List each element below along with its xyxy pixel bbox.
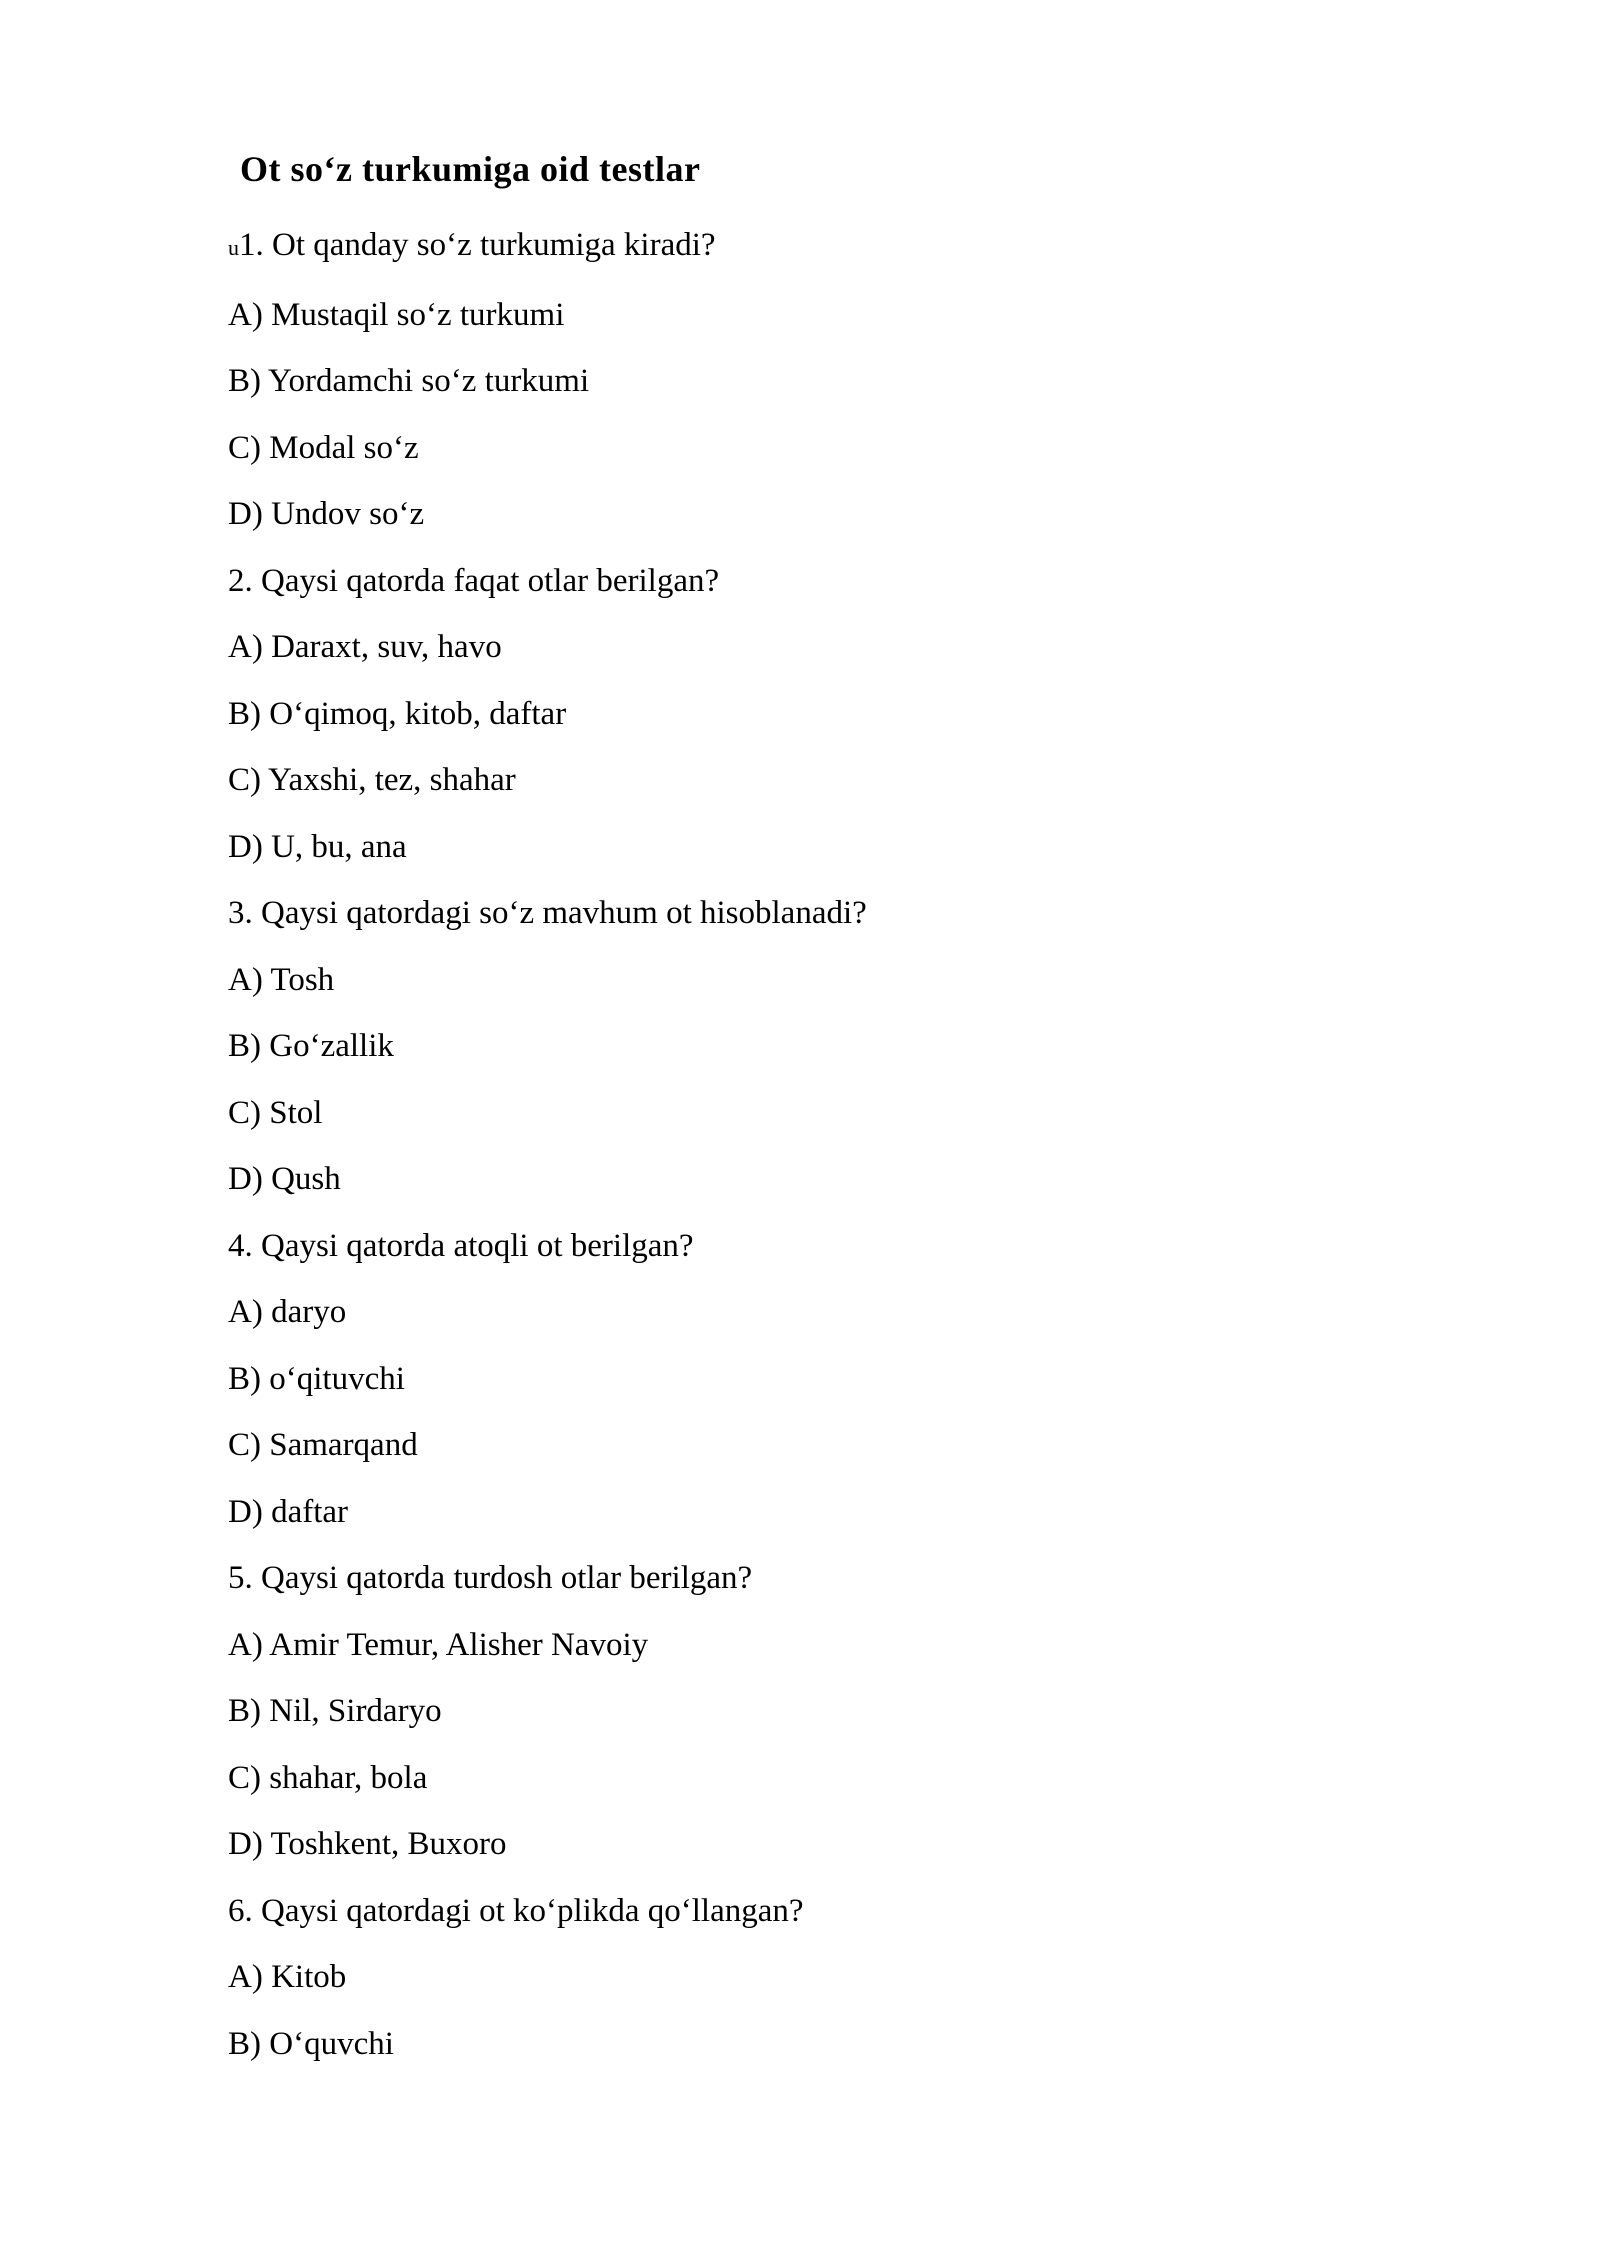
document-title: Ot so‘z turkumiga oid testlar (240, 149, 701, 189)
question-1-text: 1. Ot qanday so‘z turkumiga kiradi? (239, 227, 716, 263)
question-1-option-d: D) Undov so‘z (228, 496, 425, 532)
question-5-option-a: A) Amir Temur, Alisher Navoiy (228, 1626, 649, 1663)
question-1-stray-prefix: u (228, 235, 239, 260)
question-4: 4. Qaysi qatorda atoqli ot berilgan? (228, 1227, 694, 1264)
question-5: 5. Qaysi qatorda turdosh otlar berilgan? (228, 1560, 753, 1596)
question-5-option-d: D) Toshkent, Buxoro (228, 1826, 507, 1862)
question-2: 2. Qaysi qatorda faqat otlar berilgan? (228, 562, 720, 599)
question-6-option-b: B) O‘quvchi (228, 2025, 394, 2062)
question-4-option-c: C) Samarqand (228, 1427, 418, 1463)
question-1 (228, 212, 1480, 282)
question-6: 6. Qaysi qatordagi ot ko‘plikda qo‘llangan? (228, 1892, 804, 1929)
question-3-option-a: A) Tosh (228, 961, 335, 998)
question-3-option-b: B) Go‘zallik (228, 1028, 394, 1064)
question-1-option-a: A) Mustaqil so‘z turkumi (228, 296, 565, 333)
question-5-option-b: B) Nil, Sirdaryo (228, 1693, 442, 1729)
question-4-option-d: D) daftar (228, 1493, 349, 1530)
question-5-option-c: C) shahar, bola (228, 1759, 428, 1796)
question-2-option-d: D) U, bu, ana (228, 828, 407, 865)
question-3-option-c: C) Stol (228, 1094, 323, 1131)
question-1-option-b: B) Yordamchi so‘z turkumi (228, 363, 590, 399)
question-4-option-a: A) daryo (228, 1294, 347, 1330)
question-1-option-c: C) Modal so‘z (228, 429, 419, 466)
question-6-option-a: A) Kitob (228, 1959, 347, 1995)
question-3-option-d: D) Qush (228, 1161, 341, 1197)
question-2-option-b: B) O‘qimoq, kitob, daftar (228, 695, 567, 732)
question-3: 3. Qaysi qatordagi so‘z mavhum ot hisoblanadi? (228, 895, 867, 931)
question-2-option-c: C) Yaxshi, tez, shahar (228, 762, 516, 798)
question-4-option-b: B) o‘qituvchi (228, 1360, 405, 1397)
question-2-option-a: A) Daraxt, suv, havo (228, 629, 502, 665)
